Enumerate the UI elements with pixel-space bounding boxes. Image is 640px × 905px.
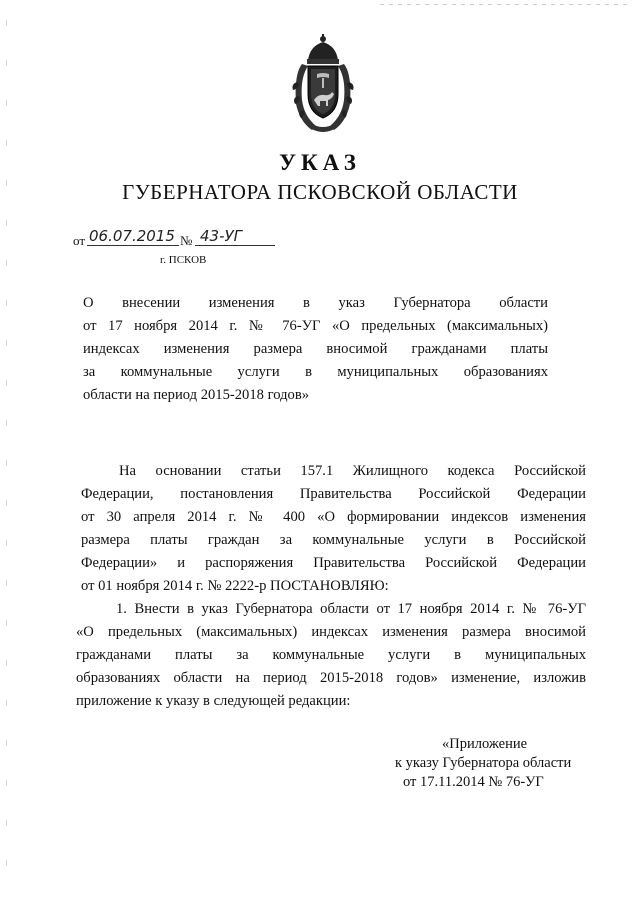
item-1-line: образованиях области на период 2015-2018 годов» изменение, изложив [76, 670, 586, 686]
decree-date: 06.07.2015 [89, 227, 175, 245]
appendix-ref: к указу Губернатора области [395, 755, 572, 771]
scan-edge-top [380, 4, 630, 5]
document-title: УКАЗ [279, 150, 361, 175]
decree-number: 43-УГ [200, 227, 242, 245]
date-underline [87, 245, 179, 246]
subject-line: области на период 2015-2018 годов» [83, 387, 310, 403]
preamble-line: размера платы граждан за коммунальные услуги в Российской [81, 532, 586, 548]
preamble-line: от 01 ноября 2014 г. № 2222-р ПОСТАНОВЛЯЮ: [81, 578, 389, 594]
appendix-heading: «Приложение [442, 736, 528, 752]
preamble-line: Федерации» и распоряжения Правительства Российской Федерации [81, 555, 586, 571]
subject-line: О внесении изменения в указ Губернатора области [83, 295, 548, 311]
preamble-line: Федерации, постановления Правительства Российской Федерации [81, 486, 586, 502]
number-underline [195, 245, 275, 246]
item-1-line: «О предельных (максимальных) индексах изменения размера вносимой [76, 624, 586, 640]
preamble-block [81, 460, 586, 598]
subject-block [83, 292, 548, 407]
from-label: от [73, 233, 86, 248]
item-1-block [76, 598, 586, 713]
number-label: № [180, 233, 193, 248]
subject-line: за коммунальные услуги в муниципальных образованиях [83, 364, 548, 380]
subject-line: индексах изменения размера вносимой гражданами платы [83, 341, 548, 357]
coat-of-arms-icon [290, 34, 356, 136]
subject-line: от 17 ноября 2014 г. № 76-УГ «О предельных (максимальных) [83, 318, 548, 334]
scan-edge-left [6, 20, 7, 880]
preamble-line: от 30 апреля 2014 г. № 400 «О формировании индексов изменения [81, 509, 586, 525]
preamble-line: На основании статьи 157.1 Жилищного кодекса Российской [119, 463, 586, 479]
document-subtitle: ГУБЕРНАТОРА ПСКОВСКОЙ ОБЛАСТИ [122, 180, 518, 204]
item-1-line: гражданами платы за коммунальные услуги в муниципальных [76, 647, 586, 663]
item-1-line: приложение к указу в следующей редакции: [76, 693, 351, 709]
appendix-date: от 17.11.2014 № 76-УГ [403, 774, 544, 790]
item-1-line: 1. Внести в указ Губернатора области от 17 ноября 2014 г. № 76-УГ [116, 601, 586, 617]
city-label: г. ПСКОВ [160, 254, 207, 266]
